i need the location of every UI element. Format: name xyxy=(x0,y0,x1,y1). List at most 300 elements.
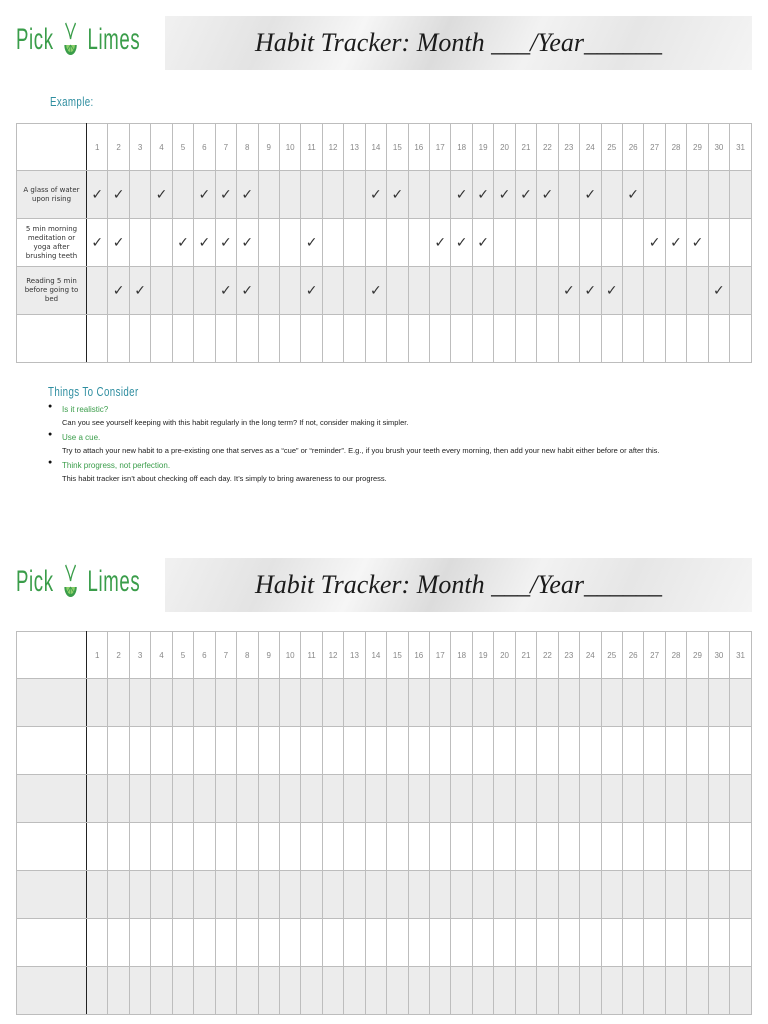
day-cell[interactable] xyxy=(279,219,300,267)
day-cell[interactable] xyxy=(451,219,472,267)
day-cell[interactable] xyxy=(301,775,322,823)
day-cell[interactable] xyxy=(87,967,108,1015)
day-cell[interactable] xyxy=(129,919,150,967)
day-cell[interactable] xyxy=(472,171,493,219)
day-cell[interactable] xyxy=(558,219,579,267)
day-cell[interactable] xyxy=(387,315,408,363)
day-cell[interactable] xyxy=(644,967,665,1015)
day-cell[interactable] xyxy=(644,171,665,219)
day-cell[interactable] xyxy=(194,871,215,919)
day-cell[interactable] xyxy=(558,727,579,775)
day-cell[interactable] xyxy=(537,267,558,315)
day-cell[interactable] xyxy=(580,823,601,871)
day-cell[interactable] xyxy=(515,775,536,823)
day-cell[interactable] xyxy=(430,919,451,967)
day-cell[interactable] xyxy=(601,219,622,267)
day-cell[interactable] xyxy=(108,315,129,363)
day-cell[interactable] xyxy=(644,727,665,775)
day-cell[interactable] xyxy=(472,267,493,315)
day-cell[interactable] xyxy=(365,871,386,919)
day-cell[interactable] xyxy=(301,967,322,1015)
day-cell[interactable] xyxy=(451,775,472,823)
day-cell[interactable] xyxy=(687,679,708,727)
day-cell[interactable] xyxy=(430,219,451,267)
day-cell[interactable] xyxy=(129,679,150,727)
day-cell[interactable] xyxy=(151,267,172,315)
day-cell[interactable] xyxy=(151,727,172,775)
day-cell[interactable] xyxy=(622,871,643,919)
day-cell[interactable] xyxy=(708,775,729,823)
day-cell[interactable] xyxy=(408,171,429,219)
day-cell[interactable] xyxy=(622,171,643,219)
day-cell[interactable] xyxy=(87,727,108,775)
day-cell[interactable] xyxy=(708,679,729,727)
day-cell[interactable] xyxy=(730,679,752,727)
day-cell[interactable] xyxy=(665,871,686,919)
day-cell[interactable] xyxy=(387,967,408,1015)
day-cell[interactable] xyxy=(665,219,686,267)
day-cell[interactable] xyxy=(344,967,365,1015)
day-cell[interactable] xyxy=(258,919,279,967)
day-cell[interactable] xyxy=(494,219,515,267)
day-cell[interactable] xyxy=(108,679,129,727)
day-cell[interactable] xyxy=(151,823,172,871)
day-cell[interactable] xyxy=(108,775,129,823)
day-cell[interactable] xyxy=(494,267,515,315)
day-cell[interactable] xyxy=(237,823,258,871)
day-cell[interactable] xyxy=(258,871,279,919)
day-cell[interactable] xyxy=(151,315,172,363)
day-cell[interactable] xyxy=(558,171,579,219)
day-cell[interactable] xyxy=(129,315,150,363)
day-cell[interactable] xyxy=(515,267,536,315)
day-cell[interactable] xyxy=(151,219,172,267)
day-cell[interactable] xyxy=(279,967,300,1015)
day-cell[interactable] xyxy=(129,871,150,919)
day-cell[interactable] xyxy=(87,775,108,823)
day-cell[interactable] xyxy=(451,727,472,775)
day-cell[interactable] xyxy=(515,171,536,219)
day-cell[interactable] xyxy=(430,871,451,919)
day-cell[interactable] xyxy=(322,219,343,267)
day-cell[interactable] xyxy=(537,727,558,775)
day-cell[interactable] xyxy=(644,267,665,315)
day-cell[interactable] xyxy=(515,679,536,727)
day-cell[interactable] xyxy=(322,679,343,727)
day-cell[interactable] xyxy=(387,679,408,727)
day-cell[interactable] xyxy=(537,775,558,823)
day-cell[interactable] xyxy=(279,727,300,775)
day-cell[interactable] xyxy=(730,775,752,823)
day-cell[interactable] xyxy=(194,823,215,871)
day-cell[interactable] xyxy=(622,219,643,267)
day-cell[interactable] xyxy=(365,727,386,775)
day-cell[interactable] xyxy=(430,679,451,727)
day-cell[interactable] xyxy=(108,219,129,267)
day-cell[interactable] xyxy=(129,967,150,1015)
day-cell[interactable] xyxy=(301,871,322,919)
day-cell[interactable] xyxy=(494,679,515,727)
day-cell[interactable] xyxy=(665,823,686,871)
day-cell[interactable] xyxy=(430,775,451,823)
day-cell[interactable] xyxy=(730,171,752,219)
day-cell[interactable] xyxy=(408,267,429,315)
day-cell[interactable] xyxy=(730,967,752,1015)
day-cell[interactable] xyxy=(215,679,236,727)
day-cell[interactable] xyxy=(687,219,708,267)
day-cell[interactable] xyxy=(215,219,236,267)
day-cell[interactable] xyxy=(665,919,686,967)
day-cell[interactable] xyxy=(344,315,365,363)
day-cell[interactable] xyxy=(644,219,665,267)
day-cell[interactable] xyxy=(258,679,279,727)
day-cell[interactable] xyxy=(87,267,108,315)
day-cell[interactable] xyxy=(172,919,193,967)
day-cell[interactable] xyxy=(665,267,686,315)
day-cell[interactable] xyxy=(580,871,601,919)
day-cell[interactable] xyxy=(622,315,643,363)
day-cell[interactable] xyxy=(430,823,451,871)
day-cell[interactable] xyxy=(87,315,108,363)
day-cell[interactable] xyxy=(301,679,322,727)
day-cell[interactable] xyxy=(237,919,258,967)
day-cell[interactable] xyxy=(151,171,172,219)
day-cell[interactable] xyxy=(258,967,279,1015)
day-cell[interactable] xyxy=(665,171,686,219)
day-cell[interactable] xyxy=(194,919,215,967)
day-cell[interactable] xyxy=(601,267,622,315)
day-cell[interactable] xyxy=(558,919,579,967)
day-cell[interactable] xyxy=(215,967,236,1015)
day-cell[interactable] xyxy=(194,171,215,219)
day-cell[interactable] xyxy=(365,967,386,1015)
day-cell[interactable] xyxy=(558,267,579,315)
day-cell[interactable] xyxy=(472,775,493,823)
day-cell[interactable] xyxy=(365,775,386,823)
day-cell[interactable] xyxy=(151,775,172,823)
day-cell[interactable] xyxy=(730,919,752,967)
day-cell[interactable] xyxy=(408,775,429,823)
day-cell[interactable] xyxy=(301,727,322,775)
day-cell[interactable] xyxy=(129,267,150,315)
day-cell[interactable] xyxy=(129,727,150,775)
day-cell[interactable] xyxy=(644,679,665,727)
day-cell[interactable] xyxy=(687,967,708,1015)
day-cell[interactable] xyxy=(515,919,536,967)
day-cell[interactable] xyxy=(558,775,579,823)
day-cell[interactable] xyxy=(387,919,408,967)
day-cell[interactable] xyxy=(430,267,451,315)
day-cell[interactable] xyxy=(515,967,536,1015)
day-cell[interactable] xyxy=(558,315,579,363)
day-cell[interactable] xyxy=(622,919,643,967)
day-cell[interactable] xyxy=(665,727,686,775)
day-cell[interactable] xyxy=(387,871,408,919)
day-cell[interactable] xyxy=(258,267,279,315)
day-cell[interactable] xyxy=(172,679,193,727)
day-cell[interactable] xyxy=(215,871,236,919)
day-cell[interactable] xyxy=(601,919,622,967)
day-cell[interactable] xyxy=(194,775,215,823)
day-cell[interactable] xyxy=(687,775,708,823)
day-cell[interactable] xyxy=(665,967,686,1015)
day-cell[interactable] xyxy=(322,823,343,871)
day-cell[interactable] xyxy=(301,171,322,219)
day-cell[interactable] xyxy=(472,679,493,727)
day-cell[interactable] xyxy=(730,823,752,871)
day-cell[interactable] xyxy=(665,679,686,727)
day-cell[interactable] xyxy=(537,315,558,363)
day-cell[interactable] xyxy=(387,219,408,267)
day-cell[interactable] xyxy=(580,679,601,727)
day-cell[interactable] xyxy=(430,315,451,363)
day-cell[interactable] xyxy=(494,171,515,219)
day-cell[interactable] xyxy=(322,315,343,363)
day-cell[interactable] xyxy=(580,775,601,823)
day-cell[interactable] xyxy=(622,775,643,823)
day-cell[interactable] xyxy=(408,679,429,727)
day-cell[interactable] xyxy=(237,219,258,267)
day-cell[interactable] xyxy=(408,967,429,1015)
day-cell[interactable] xyxy=(365,679,386,727)
day-cell[interactable] xyxy=(215,823,236,871)
day-cell[interactable] xyxy=(258,775,279,823)
day-cell[interactable] xyxy=(258,315,279,363)
day-cell[interactable] xyxy=(708,315,729,363)
day-cell[interactable] xyxy=(430,967,451,1015)
day-cell[interactable] xyxy=(387,727,408,775)
day-cell[interactable] xyxy=(730,315,752,363)
day-cell[interactable] xyxy=(215,315,236,363)
day-cell[interactable] xyxy=(580,967,601,1015)
day-cell[interactable] xyxy=(494,727,515,775)
day-cell[interactable] xyxy=(665,775,686,823)
day-cell[interactable] xyxy=(580,267,601,315)
day-cell[interactable] xyxy=(472,967,493,1015)
day-cell[interactable] xyxy=(151,679,172,727)
day-cell[interactable] xyxy=(129,171,150,219)
day-cell[interactable] xyxy=(151,919,172,967)
day-cell[interactable] xyxy=(172,171,193,219)
day-cell[interactable] xyxy=(430,171,451,219)
day-cell[interactable] xyxy=(172,315,193,363)
day-cell[interactable] xyxy=(580,171,601,219)
day-cell[interactable] xyxy=(108,919,129,967)
day-cell[interactable] xyxy=(494,919,515,967)
day-cell[interactable] xyxy=(279,315,300,363)
day-cell[interactable] xyxy=(558,871,579,919)
day-cell[interactable] xyxy=(601,871,622,919)
day-cell[interactable] xyxy=(301,219,322,267)
day-cell[interactable] xyxy=(537,679,558,727)
day-cell[interactable] xyxy=(708,919,729,967)
day-cell[interactable] xyxy=(472,315,493,363)
day-cell[interactable] xyxy=(730,727,752,775)
day-cell[interactable] xyxy=(258,171,279,219)
day-cell[interactable] xyxy=(237,315,258,363)
day-cell[interactable] xyxy=(601,679,622,727)
day-cell[interactable] xyxy=(301,267,322,315)
day-cell[interactable] xyxy=(687,267,708,315)
day-cell[interactable] xyxy=(215,267,236,315)
day-cell[interactable] xyxy=(494,823,515,871)
day-cell[interactable] xyxy=(129,823,150,871)
day-cell[interactable] xyxy=(537,919,558,967)
day-cell[interactable] xyxy=(730,871,752,919)
day-cell[interactable] xyxy=(344,871,365,919)
day-cell[interactable] xyxy=(194,727,215,775)
day-cell[interactable] xyxy=(451,315,472,363)
day-cell[interactable] xyxy=(279,871,300,919)
day-cell[interactable] xyxy=(151,871,172,919)
day-cell[interactable] xyxy=(322,967,343,1015)
day-cell[interactable] xyxy=(451,267,472,315)
day-cell[interactable] xyxy=(622,267,643,315)
day-cell[interactable] xyxy=(344,219,365,267)
day-cell[interactable] xyxy=(708,823,729,871)
day-cell[interactable] xyxy=(622,823,643,871)
day-cell[interactable] xyxy=(279,679,300,727)
day-cell[interactable] xyxy=(601,171,622,219)
day-cell[interactable] xyxy=(344,679,365,727)
day-cell[interactable] xyxy=(344,727,365,775)
day-cell[interactable] xyxy=(322,919,343,967)
day-cell[interactable] xyxy=(451,967,472,1015)
day-cell[interactable] xyxy=(601,823,622,871)
day-cell[interactable] xyxy=(387,267,408,315)
day-cell[interactable] xyxy=(665,315,686,363)
day-cell[interactable] xyxy=(279,823,300,871)
day-cell[interactable] xyxy=(172,823,193,871)
day-cell[interactable] xyxy=(279,267,300,315)
day-cell[interactable] xyxy=(408,919,429,967)
day-cell[interactable] xyxy=(87,171,108,219)
day-cell[interactable] xyxy=(580,727,601,775)
day-cell[interactable] xyxy=(622,967,643,1015)
day-cell[interactable] xyxy=(601,727,622,775)
day-cell[interactable] xyxy=(451,871,472,919)
day-cell[interactable] xyxy=(687,919,708,967)
day-cell[interactable] xyxy=(687,315,708,363)
day-cell[interactable] xyxy=(194,315,215,363)
day-cell[interactable] xyxy=(344,823,365,871)
day-cell[interactable] xyxy=(322,727,343,775)
day-cell[interactable] xyxy=(580,315,601,363)
day-cell[interactable] xyxy=(644,871,665,919)
day-cell[interactable] xyxy=(322,267,343,315)
day-cell[interactable] xyxy=(194,967,215,1015)
day-cell[interactable] xyxy=(129,219,150,267)
day-cell[interactable] xyxy=(258,823,279,871)
day-cell[interactable] xyxy=(87,871,108,919)
day-cell[interactable] xyxy=(601,967,622,1015)
day-cell[interactable] xyxy=(322,775,343,823)
day-cell[interactable] xyxy=(194,219,215,267)
day-cell[interactable] xyxy=(408,727,429,775)
day-cell[interactable] xyxy=(322,171,343,219)
day-cell[interactable] xyxy=(237,967,258,1015)
day-cell[interactable] xyxy=(258,219,279,267)
day-cell[interactable] xyxy=(515,219,536,267)
day-cell[interactable] xyxy=(708,267,729,315)
day-cell[interactable] xyxy=(108,727,129,775)
day-cell[interactable] xyxy=(387,775,408,823)
day-cell[interactable] xyxy=(87,919,108,967)
day-cell[interactable] xyxy=(451,171,472,219)
day-cell[interactable] xyxy=(580,219,601,267)
day-cell[interactable] xyxy=(172,267,193,315)
day-cell[interactable] xyxy=(644,919,665,967)
day-cell[interactable] xyxy=(451,919,472,967)
day-cell[interactable] xyxy=(730,219,752,267)
day-cell[interactable] xyxy=(408,823,429,871)
day-cell[interactable] xyxy=(515,315,536,363)
day-cell[interactable] xyxy=(301,315,322,363)
day-cell[interactable] xyxy=(558,679,579,727)
day-cell[interactable] xyxy=(494,967,515,1015)
day-cell[interactable] xyxy=(151,967,172,1015)
day-cell[interactable] xyxy=(194,267,215,315)
day-cell[interactable] xyxy=(322,871,343,919)
day-cell[interactable] xyxy=(708,727,729,775)
day-cell[interactable] xyxy=(365,823,386,871)
day-cell[interactable] xyxy=(708,171,729,219)
day-cell[interactable] xyxy=(365,919,386,967)
day-cell[interactable] xyxy=(344,919,365,967)
day-cell[interactable] xyxy=(108,171,129,219)
day-cell[interactable] xyxy=(558,967,579,1015)
day-cell[interactable] xyxy=(472,919,493,967)
day-cell[interactable] xyxy=(687,727,708,775)
day-cell[interactable] xyxy=(515,871,536,919)
day-cell[interactable] xyxy=(730,267,752,315)
day-cell[interactable] xyxy=(365,171,386,219)
day-cell[interactable] xyxy=(365,315,386,363)
day-cell[interactable] xyxy=(472,219,493,267)
day-cell[interactable] xyxy=(687,871,708,919)
day-cell[interactable] xyxy=(108,871,129,919)
day-cell[interactable] xyxy=(172,775,193,823)
day-cell[interactable] xyxy=(451,679,472,727)
day-cell[interactable] xyxy=(708,871,729,919)
day-cell[interactable] xyxy=(472,823,493,871)
day-cell[interactable] xyxy=(237,727,258,775)
day-cell[interactable] xyxy=(580,919,601,967)
day-cell[interactable] xyxy=(601,315,622,363)
day-cell[interactable] xyxy=(537,967,558,1015)
day-cell[interactable] xyxy=(108,267,129,315)
day-cell[interactable] xyxy=(108,823,129,871)
day-cell[interactable] xyxy=(344,171,365,219)
day-cell[interactable] xyxy=(494,871,515,919)
day-cell[interactable] xyxy=(194,679,215,727)
day-cell[interactable] xyxy=(301,823,322,871)
day-cell[interactable] xyxy=(451,823,472,871)
day-cell[interactable] xyxy=(430,727,451,775)
day-cell[interactable] xyxy=(215,775,236,823)
day-cell[interactable] xyxy=(537,871,558,919)
day-cell[interactable] xyxy=(172,727,193,775)
day-cell[interactable] xyxy=(258,727,279,775)
day-cell[interactable] xyxy=(408,219,429,267)
day-cell[interactable] xyxy=(215,919,236,967)
day-cell[interactable] xyxy=(408,871,429,919)
day-cell[interactable] xyxy=(601,775,622,823)
day-cell[interactable] xyxy=(387,823,408,871)
day-cell[interactable] xyxy=(537,823,558,871)
day-cell[interactable] xyxy=(537,171,558,219)
day-cell[interactable] xyxy=(172,967,193,1015)
